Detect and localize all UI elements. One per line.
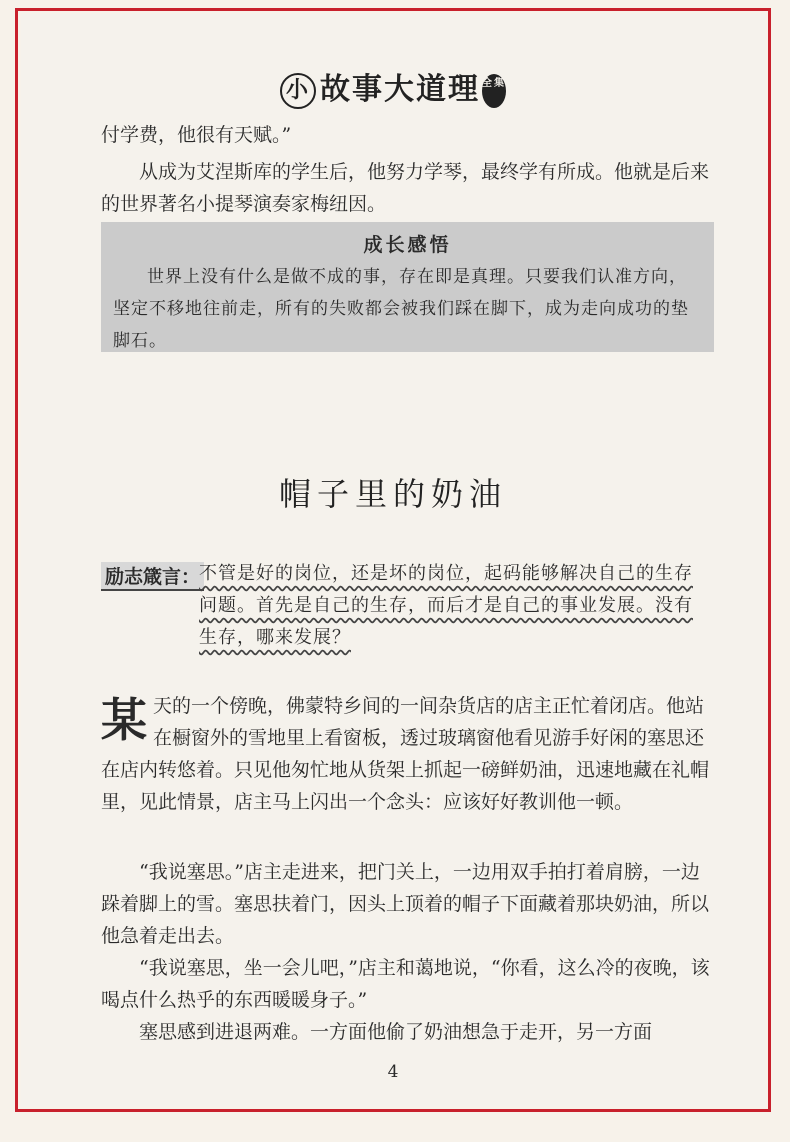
story-paragraph-2: “我说塞思。”店主走进来，把门关上，一边用双手拍打着肩膀，一边跺着脚上的雪。塞思扶着门，因头上顶着的帽子下面藏着那块奶油，所以他急着走出去。 [101,861,710,947]
motto-sentence: 不管是好的岗位，还是坏的岗位，起码能够解决自己的生存问题。首先是自己的生存，而后才是自己的事业发展。没有生存，哪来发展？ [199,563,693,648]
running-header [21,64,765,109]
drop-cap: 某 [101,693,147,747]
intro-paragraph: 从成为艾涅斯库的学生后，他努力学琴，最终学有所成。他就是后来的世界著名小提琴演奏家梅纽因。 [101,161,710,215]
motto-text [199,558,711,654]
header-circle-char: 小 [280,73,316,109]
intro-line: 付学费，他很有天赋。” [101,124,292,146]
story-paragraph-3: “我说塞思，坐一会儿吧，”店主和蔼地说，“你看，这么冷的夜晚，该喝点什么热乎的东西暖暖身子。” [101,957,710,1011]
insight-title: 成长感悟 [363,234,452,256]
header-badge: 全集 [482,74,506,108]
story-paragraph-1 [101,690,711,818]
insight-text: 世界上没有什么是做不成的事，存在即是真理。只要我们认准方向，坚定不移地往前走，所有的失败都会被我们踩在脚下，成为走向成功的垫脚石。 [113,267,689,351]
story-paragraph-1-text: 天的一个傍晚，佛蒙特乡间的一间杂货店的店主正忙着闭店。他站在橱窗外的雪地里上看窗板，透过玻璃窗他看见游手好闲的塞思还在店内转悠着。只见他匆忙地从货架上抓起一磅鲜奶油，迅速地藏在礼帽里，见此情景，店主马上闪出一个念头：应该好好教训他一顿。 [101,695,710,813]
insight-box [101,222,714,352]
motto-label: 励志箴言： [101,562,204,591]
story-title: 帽子里的奶油 [278,475,507,513]
page-number: 4 [387,1062,399,1082]
page-frame [15,8,771,1112]
story-paragraph-4: 塞思感到进退两难。一方面他偷了奶油想急于走开，另一方面 [139,1021,653,1043]
book-page [21,14,765,1106]
header-title: 故事大道理 [320,72,480,107]
